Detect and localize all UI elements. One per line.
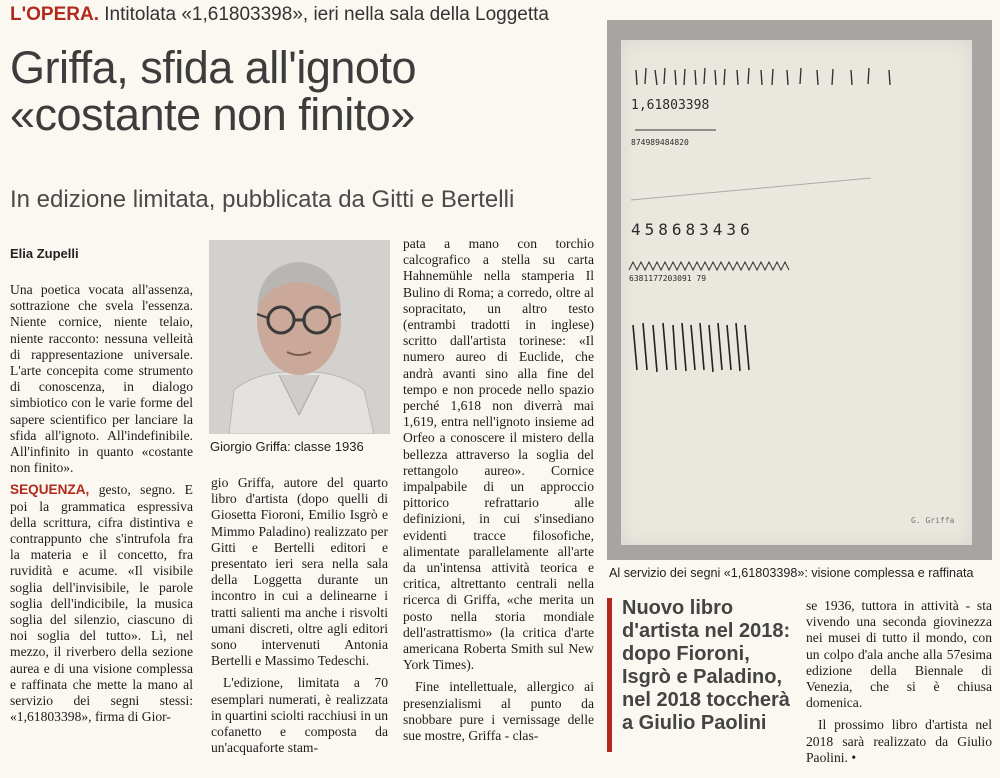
article-column-2 xyxy=(211,475,388,762)
paragraph: Fine intellettuale, allergico ai presenzialismi al punto da snobbare pure i vernissage delle sue mostre, Griffa - clas- xyxy=(403,679,594,744)
kicker-text: Intitolata «1,61803398», ieri nella sala della Loggetta xyxy=(104,4,549,25)
run-in-word: SEQUENZA, xyxy=(10,482,90,498)
paragraph: gio Griffa, autore del quarto libro d'artista (dopo quelli di Giosetta Fioroni, Emilio Isgrò e Mimmo Paladino) realizzato per Gitti e Bertelli editori e presentato ieri sera nella sala della Loggetta durante un incontro in cui a delinearne i tratti salienti ma anche i risvolti umani discreti, oltre agli editori sono intervenuti Antonia Bertelli e Massimo Tedeschi. xyxy=(211,475,388,669)
sidebar-box-title: Nuovo libro d'artista nel 2018: dopo Fioroni, Isgrò e Paladino, nel 2018 toccherà a Giulio Paolini xyxy=(622,597,791,734)
portrait-photo xyxy=(209,240,390,434)
kicker-label: L'OPERA. xyxy=(10,4,99,25)
subtitle: In edizione limitata, pubblicata da Gitti e Bertelli xyxy=(10,186,515,213)
paragraph: se 1936, tuttora in attività - sta vivendo una seconda giovinezza nei musei di tutto il mondo, con un colpo d'ala anche alla 57esima edizione della Biennale di Venezia, che si è chiusa domenica. xyxy=(806,598,992,711)
byline: Elia Zupelli xyxy=(10,246,79,261)
artwork-paper xyxy=(621,40,972,545)
paragraph: L'edizione, limitata a 70 esemplari numerati, è realizzata in quartini sciolti racchiusi in un cofanetto e composta da un'acquaforte stam- xyxy=(211,675,388,756)
headline-line2: «costante non finito» xyxy=(10,89,415,140)
paragraph: Una poetica vocata all'assenza, sottrazione che svela l'essenza. Niente cornice, niente telaio, niente racconto: nessuna velleità di rappresentazione universale. L'arte concepita come strumento di conoscenza, in dialogo simbiotico con le varie forme del sapere scientifico per lanciare la sfida all'ignoto. All'indefinibile. All'infinito in quanto «costante non finito». xyxy=(10,282,193,476)
artwork-marks xyxy=(621,40,972,545)
headline-line1: Griffa, sfida all'ignoto xyxy=(10,42,416,93)
portrait-illustration xyxy=(209,240,390,434)
artwork-number-4: 6381177203091 79 xyxy=(629,274,707,283)
artwork-number-2: 874989484820 xyxy=(631,138,689,147)
article-column-3 xyxy=(403,236,594,750)
artwork-number-3: 458683436 xyxy=(631,220,754,239)
article-column-5 xyxy=(806,598,992,772)
sidebar-accent-bar xyxy=(607,598,612,752)
paragraph: Il prossimo libro d'artista nel 2018 sarà realizzato da Giulio Paolini. • xyxy=(806,717,992,765)
artwork-caption: Al servizio dei segni «1,61803398»: visione complessa e raffinata xyxy=(609,566,974,580)
kicker xyxy=(10,4,549,26)
artwork-number-1: 1,61803398 xyxy=(631,98,710,113)
article-column-1 xyxy=(10,282,193,731)
paragraph-text: gesto, segno. E poi la grammatica espressiva della scrittura, cifra distintiva e contrappunto che s'intrufola fra la materia e il concetto, fra ruvidità e acume. «Il visibile soglia dell'invisibile, le parole soglia dell'indicibile, la musica soglia del silenzio, ciascuno di noi soglia del tutto». Lì, nel mezzo, il riverbero della sezione aurea e di una visione complessa e raffinata che mette la mano al servizio dei segni stessi: «1,61803398», firma di Gior- xyxy=(10,482,193,725)
artwork-signature: G. Griffa xyxy=(911,516,955,525)
paragraph xyxy=(10,482,193,725)
headline xyxy=(10,44,595,138)
paragraph: pata a mano con torchio calcografico a stella su carta Hahnemühle nella stamperia Il Bulino di Roma; a corredo, oltre al sopracitato, un altro testo (entrambi tradotti in inglese) scritto dall'artista torinese: «Il numero aureo di Euclide, che andrà avanti sino alla fine del tempo e non procede nello spazio perché 1,618 non diverrà mai 1,619, entra nell'ignoto insieme ad Orfeo a conoscere il mistero della bellezza attraverso la soglia del rettangolo aureo». Cornice impalpabile di un approccio pittorico refrattario alle definizioni, in cui s'insediano evidenti tracce filosofiche, alimentate parallelamente all'arte da un'intensa attività teorica e critica, altrettanto centrali nella ricerca di Griffa, «che merita un posto nella storia mondiale dell'astrattismo» (la critica d'arte americana Roberta Smith sul New York Times). xyxy=(403,236,594,673)
photo-caption: Giorgio Griffa: classe 1936 xyxy=(210,439,364,454)
